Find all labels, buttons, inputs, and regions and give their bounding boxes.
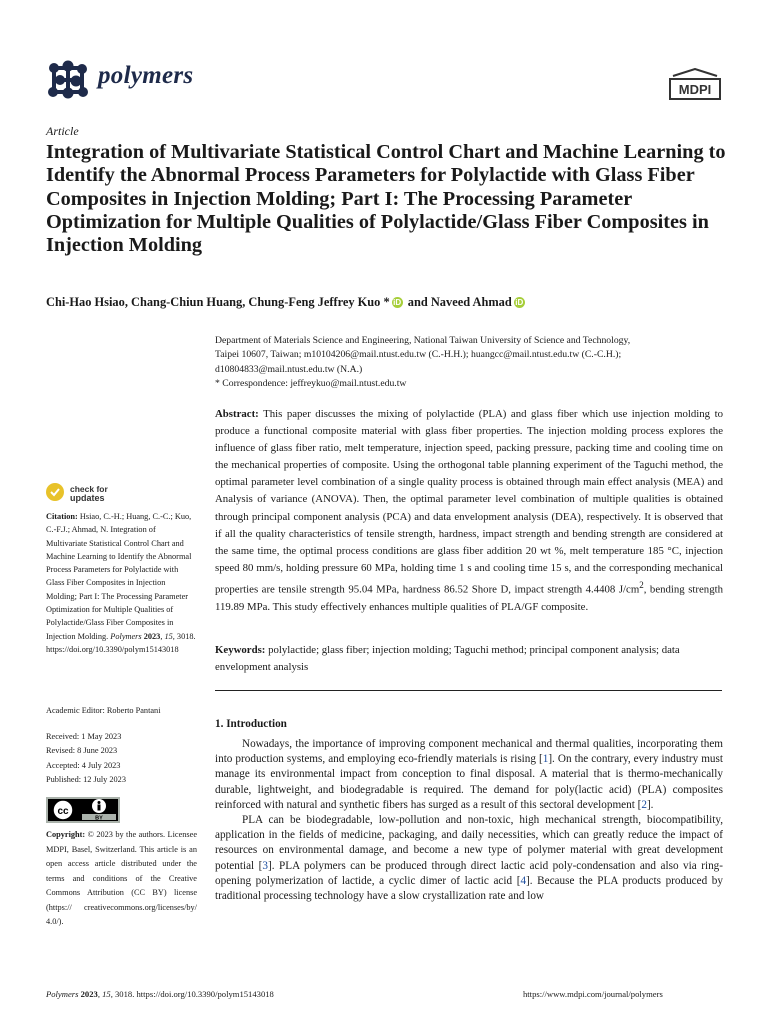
- abstract: [215, 406, 723, 616]
- affiliation-block: [215, 334, 727, 392]
- article-type: Article: [46, 124, 79, 138]
- reference-link[interactable]: 4: [520, 874, 527, 887]
- citation-volume: 15: [164, 631, 173, 641]
- footer-year: 2023: [80, 989, 98, 999]
- reference-link[interactable]: 1: [542, 753, 549, 766]
- dates-block: [46, 730, 126, 787]
- author-list: [46, 295, 527, 310]
- academic-editor: Academic Editor: Roberto Pantani: [46, 706, 161, 715]
- svg-text:cc: cc: [57, 806, 69, 817]
- keywords-label: Keywords:: [215, 644, 266, 656]
- mdpi-logo-icon: [667, 68, 723, 102]
- copyright-text: © 2023 by the authors. Licensee MDPI, Basel, Switzerland. This article is an open access article distributed under the terms and conditions of the Creative Commons Attribution (CC BY) license (https:// creativecommons.org/licenses/by/ 4.0/).: [46, 830, 197, 926]
- cc-by-text: BY: [95, 815, 103, 822]
- footer-journal: Polymers: [46, 989, 79, 999]
- keywords: [215, 642, 723, 676]
- article-title: Integration of Multivariate Statistical Control Chart and Machine Learning to Identify the Abnormal Process Parameters for Polylactide with Glass Fiber Composites in Injection Molding; Part I: The Processing Parameter Optimization for Multiple Qualities of Polylactide/Glass Fiber Composites in Injection Molding: [46, 141, 726, 257]
- cc-by-license-icon[interactable]: [46, 797, 120, 823]
- footer-doi[interactable]: , 3018. https://doi.org/10.3390/polym15143018: [110, 989, 274, 999]
- polymers-hex-logo-icon: [46, 60, 90, 100]
- citation-label: Citation:: [46, 512, 78, 521]
- section-divider: [215, 690, 722, 691]
- reference-link[interactable]: 2: [641, 798, 647, 811]
- paragraph-text: ]. PLA polymers can be produced through direct lactic acid poly-condensation and also via ring-opening polymerization of lactide, a cyclic dimer of lactic acid [: [215, 859, 723, 887]
- paragraph-text: ]. On the contrary, every industry must manage its environmental impact from conception to final disposal. A material that is thermo-mechanically durable, lightweight, and biodegradable is required. The demand for poly(lactic acid) (PLA) composites reinforced with natural and synthetic fibers has surged as a result of this sectoral development [: [215, 753, 723, 811]
- paragraph-text: ].: [646, 798, 654, 811]
- paragraph: [215, 813, 723, 904]
- paragraph-text: ]. Because the PLA products produced by traditional processing technology have a slow crystallization rate and low: [215, 874, 723, 903]
- affiliation-line: Department of Materials Science and Engineering, National Taiwan University of Science and Technology,: [215, 335, 631, 346]
- check-for-updates-icon[interactable]: [46, 483, 64, 501]
- footer-journal-url[interactable]: https://www.mdpi.com/journal/polymers: [523, 989, 663, 999]
- paragraph-text: PLA can be biodegradable, low-pollution and non-toxic, high mechanical strength, biocompatibility, application in the fields of medicine, packaging, and daily necessities, which can greatly reduce the impact of resources on environmental damage, and become a new type of polymer material with great development potential [: [215, 814, 723, 872]
- date-revised: Revised: 8 June 2023: [46, 746, 118, 756]
- journal-name: polymers: [98, 62, 194, 89]
- copyright-block: [46, 828, 197, 930]
- introduction-body: [215, 737, 723, 904]
- mdpi-logo-text: MDPI: [678, 82, 712, 97]
- affiliation-line: d10804833@mail.ntust.edu.tw (N.A.): [215, 363, 363, 375]
- abstract-label: Abstract:: [215, 408, 259, 420]
- paragraph-text: Nowadays, the importance of improving component mechanical and thermal qualities, incorporating them into production systems, and employing eco-friendly materials is rising [: [215, 738, 723, 766]
- authors-part1: Chi-Hao Hsiao, Chang-Chiun Huang, Chung-Feng Jeffrey Kuo *: [46, 295, 390, 309]
- footer-volume: 15: [102, 989, 111, 999]
- copyright-label: Copyright:: [46, 830, 86, 839]
- affiliation-line: Taipei 10607, Taiwan; m10104206@mail.ntust.edu.tw (C.-H.H.); huangcc@mail.ntust.edu.tw (C.-C.H.);: [215, 349, 622, 361]
- orcid-icon[interactable]: iD: [515, 298, 524, 307]
- citation-block: Citation: Hsiao, C.-H.; Huang, C.-C.; Kuo, C.-F.J.; Ahmad, N. Integration of Multivariate Statistical Control Chart and Machine Learning to Identify the Abnormal Process Parameters for Polylactide with Glass Fiber Composites in Injection Molding; Part I: The Processing Parameter Optimization for Multiple Qualities of Polylactide/Glass Fiber Composites in Injection Molding. Polymers 2023, 15, 3018. https://doi.org/10.3390/polym15143018: [46, 512, 196, 654]
- keywords-text: polylactide; glass fiber; injection molding; Taguchi method; principal component analysis; data envelopment analysis: [215, 644, 680, 673]
- correspondence: * Correspondence: jeffreykuo@mail.ntust.edu.tw: [215, 378, 407, 390]
- paragraph: [215, 737, 723, 813]
- date-published: Published: 12 July 2023: [46, 774, 126, 784]
- abstract-text: This paper discusses the mixing of polylactide (PLA) and glass fiber which use injection molding to produce a functional composite material with glass fiber properties. The injection molding process explores the influence of glass fiber ratio, melt temperature, injection speed, packing pressure, packing time and cooling time on the mechanical properties of composite. Using the orthogonal table planning experiment of the Taguchi method, the optimal parameter level combination of a single quality process is obtained through main effect analysis (MEA) and Analysis of variance (ANOVA). Then, the optimal parameter level combination of multiple qualities is obtained through principal component analysis (PCA) and data envelopment analysis (DEA), respectively. It is observed that if all the quality characteristics of tensile strength, hardness, impact strength and bending strength are considered at the same time, the optimal process conditions are glass fiber addition 20 wt %, melt temperature 185 °C, injection speed 80 mm/s, holding pressure 60 MPa, holding time 1 s and cooling time 15 s, and the corresponding mechanical properties are tensile strength 95.04 MPa, hardness 86.52 Shore D, impact strength 4.4408 J/cm: [215, 408, 723, 596]
- abstract-sup: 2: [639, 579, 644, 590]
- citation-text: Hsiao, C.-H.; Huang, C.-C.; Kuo, C.-F.J.; Ahmad, N. Integration of Multivariate Statistical Control Chart and Machine Learning to Identify the Abnormal Process Parameters for Polylactide with Glass Fiber Composites in Injection Molding; Part I: The Processing Parameter Optimization for Multiple Qualities of Polylactide/Glass Fiber Composites in Injection Molding.: [46, 512, 192, 641]
- citation-year: 2023: [143, 631, 161, 641]
- authors-part2: and Naveed Ahmad: [407, 295, 512, 309]
- section-heading: 1. Introduction: [215, 718, 287, 730]
- date-accepted: Accepted: 4 July 2023: [46, 760, 121, 770]
- check-for-updates-label[interactable]: check for: [70, 484, 108, 494]
- orcid-icon[interactable]: iD: [393, 298, 402, 307]
- citation-journal: Polymers: [110, 631, 142, 641]
- reference-link[interactable]: 3: [262, 859, 268, 872]
- abstract-text-end: , bending strength 119.89 MPa. This study effectively enhances multiple qualities of PLA/GF composite.: [215, 583, 723, 613]
- footer-citation: Polymers 2023, 15, 3018. https://doi.org/10.3390/polym15143018: [46, 989, 274, 999]
- date-received: Received: 1 May 2023: [46, 732, 122, 741]
- check-for-updates-label-2[interactable]: updates: [70, 493, 105, 503]
- citation-doi[interactable]: , 3018. https://doi.org/10.3390/polym15143018: [46, 631, 196, 654]
